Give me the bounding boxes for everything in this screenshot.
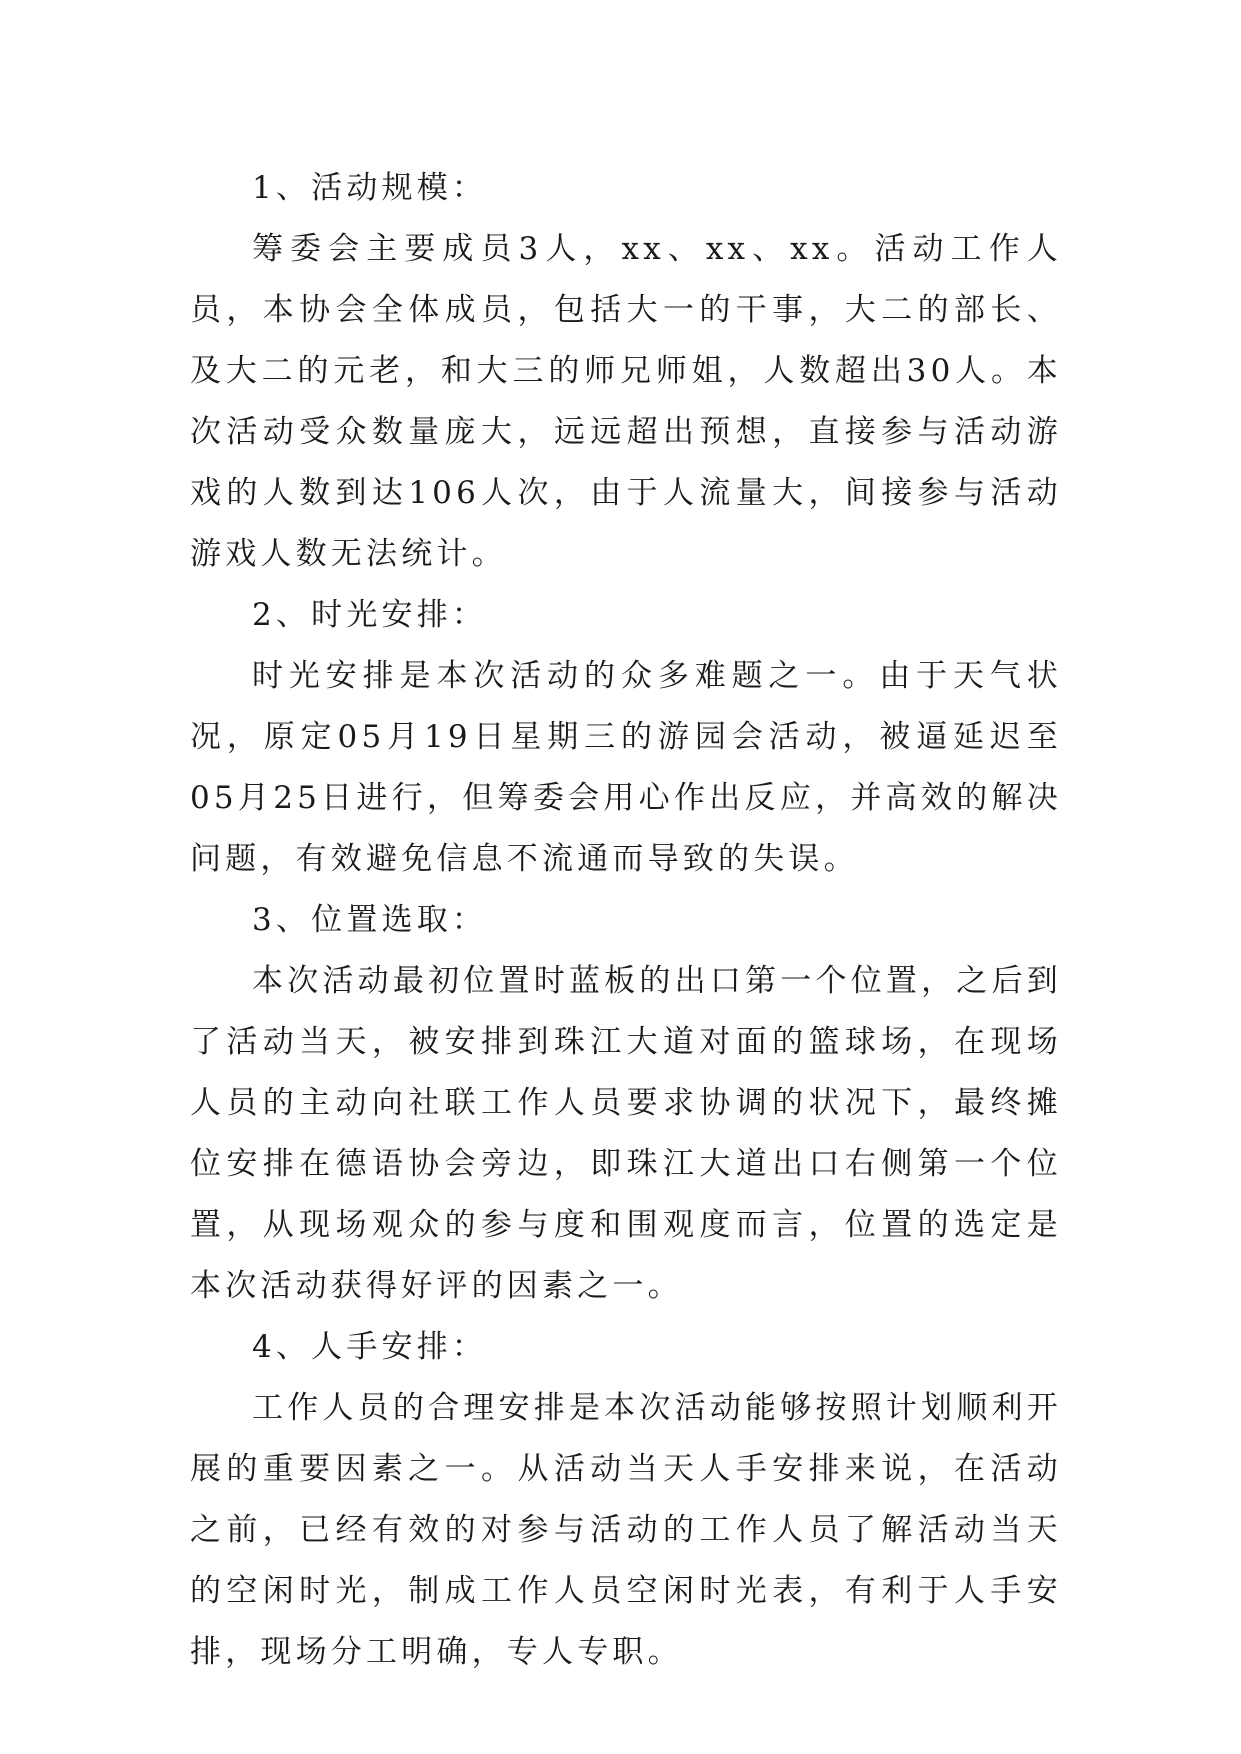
- section-3-paragraph: 本次活动最初位置时蓝板的出口第一个位置，之后到了活动当天，被安排到珠江大道对面的篮球场，在现场人员的主动向社联工作人员要求协调的状况下，最终摊位安排在德语协会旁边，即珠江大道出口右侧第一个位置，从现场观众的参与度和围观度而言，位置的选定是本次活动获得好评的因素之一。: [190, 963, 1062, 1304]
- section-4-paragraph: 工作人员的合理安排是本次活动能够按照计划顺利开展的重要因素之一。从活动当天人手安排来说，在活动之前，已经有效的对参与活动的工作人员了解活动当天的空闲时光，制成工作人员空闲时光表，有利于人手安排，现场分工明确，专人专职。: [190, 1390, 1062, 1670]
- section-2-paragraph: 时光安排是本次活动的众多难题之一。由于天气状况，原定05月19日星期三的游园会活动，被逼延迟至05月25日进行，但筹委会用心作出反应，并高效的解决问题，有效避免信息不流通而导致的失误。: [190, 658, 1062, 877]
- section-1-paragraph: 筹委会主要成员3人，xx、xx、xx。活动工作人员，本协会全体成员，包括大一的干事，大二的部长、及大二的元老，和大三的师兄师姐，人数超出30人。本次活动受众数量庞大，远远超出预想，直接参与活动游戏的人数到达106人次，由于人流量大，间接参与活动游戏人数无法统计。: [190, 231, 1062, 572]
- section-4-heading: 4、人手安排：: [252, 1329, 488, 1365]
- section-1-heading: 1、活动规模：: [252, 170, 488, 206]
- section-3-heading: 3、位置选取：: [252, 902, 488, 938]
- document-body: [190, 158, 1062, 1683]
- section-2-heading: 2、时光安排：: [252, 597, 488, 633]
